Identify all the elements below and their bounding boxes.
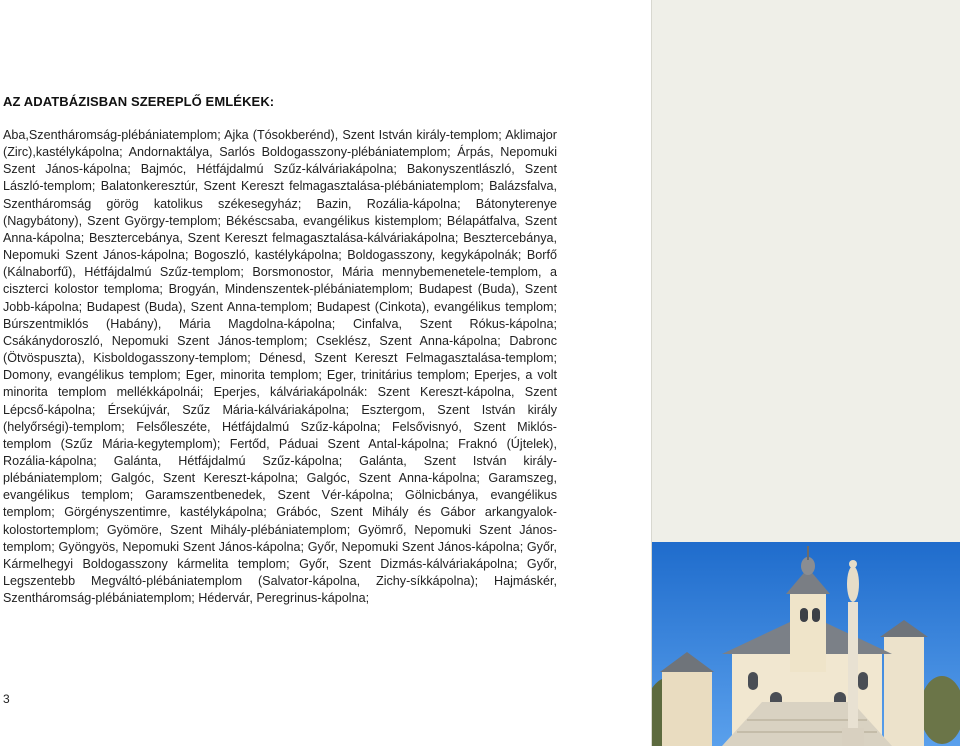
church-photo	[652, 542, 960, 746]
column	[848, 602, 858, 732]
section-heading: AZ ADATBÁZISBAN SZEREPLŐ EMLÉKEK:	[3, 94, 275, 109]
left-building	[662, 672, 712, 746]
page-number: 3	[3, 692, 10, 706]
statue	[847, 566, 859, 602]
church-tower	[790, 592, 826, 672]
monument-list-text: Aba,Szentháromság-plébániatemplom; Ajka (Tósokberénd), Szent István király-templom; Aklimajor (Zirc),kastélykápolna; Andornaktálya, Sarlós Boldogasszony-plébániatemplom; Árpás, Nepomuki Szent János-kápolna; Bajmóc, Hétfájdalmú Szűz-kálváriakápolna; Bakonyszentlászló, Szent László-templom; Balatonkeresztúr, Szent Kereszt felmagasztalása-plébániatemplom; Balázsfalva, Szentháromság görög katolikus székesegyház; Bazin, Rozália-kápolna; Bátonyterenye (Nagybátony), Szent György-templom; Békéscsaba, evangélikus kistemplom; Bélapátfalva, Szent Anna-kápolna; Besztercebánya, Szent Kereszt felmagasztalása-kálváriakápolna; Besztercebánya, Nepomuki Szent János-kápolna; Bogoszló, kastélykápolna; Boldogasszony, kegykápolnák; Borfő (Kálnaborfű), Hétfájdalmú Szűz-templom; Borsmonostor, Mária mennybemenetele-templom, a ciszterci kolostor temploma; Brogyán, Mindenszentek-plébániatemplom; Budapest (Buda), Szent Jobb-kápolna; Budapest (Buda), Szent Anna-templom; Budapest (Cinkota), evangélikus templom; Búrszentmiklós (Habány), Mária Magdolna-kápolna; Cinfalva, Szent Rókus-kápolna; Csákánydoroszló, Nepomuki Szent János-templom; Cseklész, Szent Anna-kápolna; Dabronc (Ötvöspuszta), Kisboldogasszony-templom; Dénesd, Szent Kereszt Felmagasztalása-templom; Domony, evangélikus templom; Eger, minorita templom; Eger, trinitárius templom; Eperjes, a volt minorita templom mellékkápolnái; Eperjes, kálváriakápolnák: Szent Kereszt-kápolna, Szent Lépcső-kápolna; Érsekújvár, Szűz Mária-kálváriakápolna; Esztergom, Szent István király (helyőrségi)-templom; Felsőleszéte, Hétfájdalmú Szűz-kápolna; Felsővisnyó, Szent Miklós-templom (Szűz Mária-kegytemplom); Fertőd, Páduai Szent Antal-kápolna; Fraknó (Újtelek), Rozália-kápolna; Galánta, Hétfájdalmú Szűz-kápolna; Galánta, Szent István király-plébániatemplom; Galgóc, Szent Kereszt-kápolna; Galgóc, Szent Anna-kápolna; Garamszeg, evangélikus templom; Garamszentbenedek, Szent Vér-kápolna; Gölnicbánya, evangélikus templom; Görgényszentimre, kastélykápolna; Grábóc, Szent Mihály és Gábor arkangyalok-kolostortemplom; Gyömöre, Szent Mihály-plébániatemplom; Gyömrő, Nepomuki Szent János-templom; Gyöngyös, Nepomuki Szent János-kápolna; Győr, Nepomuki Szent János-kápolna; Győr, Kármelhegyi Boldogasszony kármelita templom; Győr, Szent Dizmás-kálváriakápolna; Győr, Legszentebb Megváltó-plébániatemplom (Salvator-kápolna, Zichy-síkkápolna); Hajmáskér, Szentháromság-plébániatemplom; Hédervár, Peregrinus-kápolna;	[3, 128, 557, 606]
